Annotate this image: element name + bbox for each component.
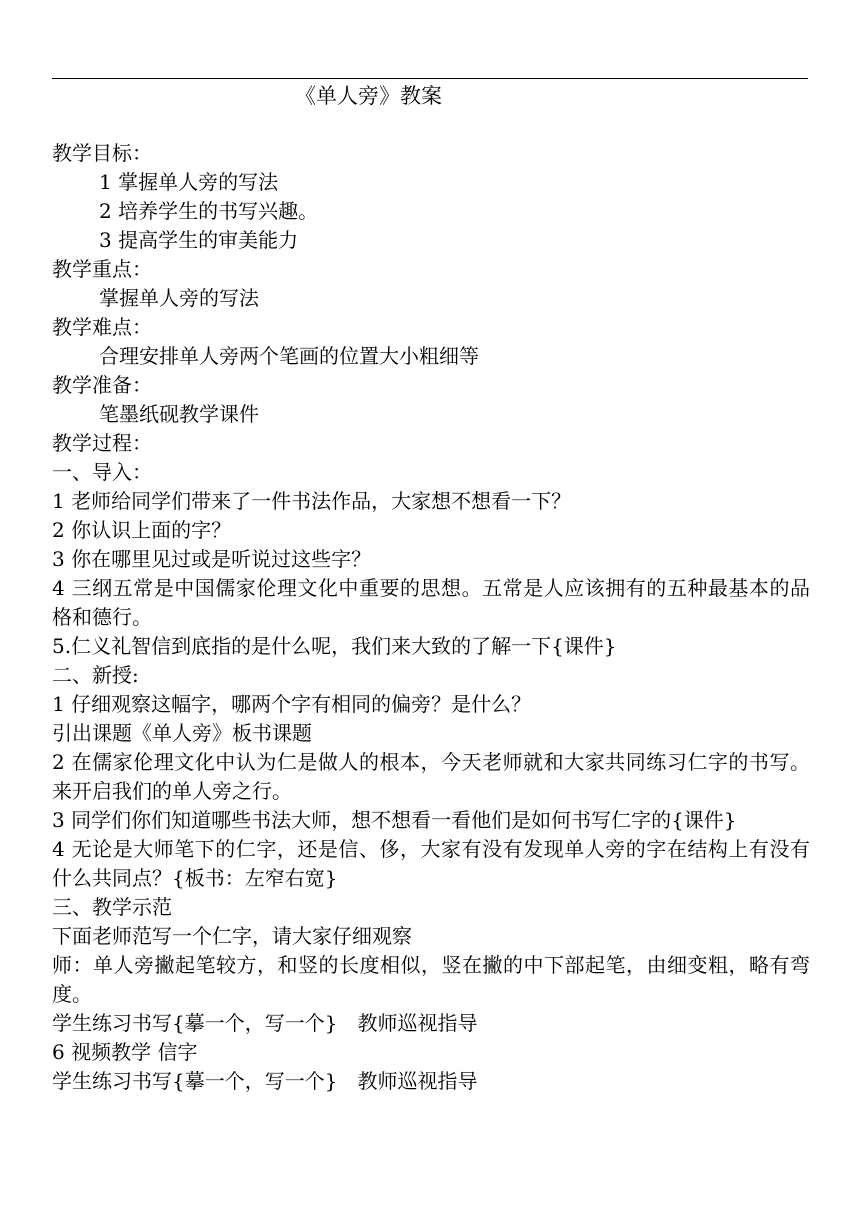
goal-item: 2 培养学生的书写兴趣。 [99, 199, 319, 223]
intro-item: 1 老师给同学们带来了一件书法作品，大家想不想看一下？ [52, 489, 572, 513]
key-point-text: 掌握单人旁的写法 [99, 286, 259, 310]
goals-heading: 教学目标： [52, 141, 152, 165]
new-lesson-item: 3 同学们你们知道哪些书法大师，想不想看一看他们是如何书写仁字的{课件} [52, 808, 737, 832]
demo-item: 下面老师范写一个仁字，请大家仔细观察 [52, 924, 412, 948]
new-lesson-heading: 二、新授: [52, 663, 139, 687]
new-lesson-item: 2 在儒家伦理文化中认为仁是做人的根本，今天老师就和大家共同练习仁字的书写。来开启我们的单人旁之行。 [52, 750, 810, 803]
difficulty-text: 合理安排单人旁两个笔画的位置大小粗细等 [99, 344, 479, 368]
intro-item: 5.仁义礼智信到底指的是什么呢，我们来大致的了解一下{课件} [52, 634, 617, 658]
goal-item: 3 提高学生的审美能力 [99, 228, 299, 252]
new-lesson-item: 1 仔细观察这幅字，哪两个字有相同的偏旁？是什么？ [52, 692, 532, 716]
document-body [52, 139, 810, 1096]
header-rule [52, 78, 808, 79]
document-title: 《单人旁》教案 [295, 84, 442, 108]
demo-item: 学生练习书写{摹一个，写一个} 教师巡视指导 [52, 1069, 478, 1093]
intro-item: 2 你认识上面的字？ [52, 518, 232, 542]
difficulty-heading: 教学难点： [52, 315, 152, 339]
new-lesson-item: 4 无论是大师笔下的仁字，还是信、侈，大家有没有发现单人旁的字在结构上有没有什么共同点？{板书：左窄右宽} [52, 837, 810, 890]
intro-heading: 一、导入： [52, 460, 152, 484]
goal-item: 1 掌握单人旁的写法 [99, 170, 279, 194]
new-lesson-item: 引出课题《单人旁》板书课题 [52, 721, 312, 745]
process-heading: 教学过程： [52, 431, 152, 455]
demo-item: 学生练习书写{摹一个，写一个} 教师巡视指导 [52, 1011, 478, 1035]
demo-item: 6 视频教学 信字 [52, 1040, 198, 1064]
preparation-text: 笔墨纸砚教学课件 [99, 402, 259, 426]
intro-item: 4 三纲五常是中国儒家伦理文化中重要的思想。五常是人应该拥有的五种最基本的品格和德行。 [52, 576, 810, 629]
demo-item: 师：单人旁撇起笔较方，和竖的长度相似，竖在撇的中下部起笔，由细变粗，略有弯度。 [52, 953, 810, 1006]
intro-item: 3 你在哪里见过或是听说过这些字？ [52, 547, 372, 571]
key-point-heading: 教学重点： [52, 257, 152, 281]
demo-heading: 三、教学示范 [52, 895, 172, 919]
preparation-heading: 教学准备： [52, 373, 152, 397]
